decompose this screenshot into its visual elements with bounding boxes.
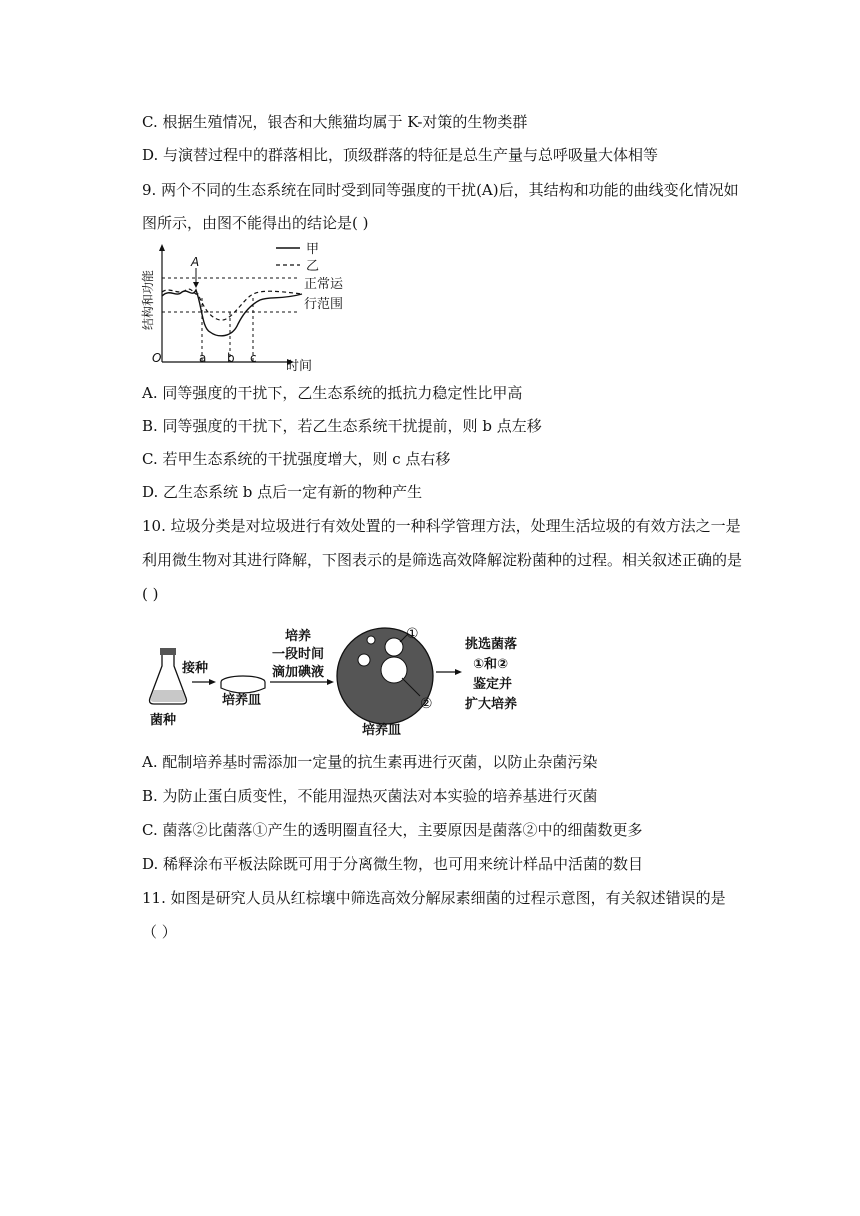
label-colony-1: ①	[406, 626, 419, 642]
colony-1	[385, 638, 403, 656]
flask-icon	[150, 648, 187, 704]
q8-option-d: D. 与演替过程中的群落相比，顶级群落的特征是总生产量与总呼吸量大体相等	[142, 146, 659, 164]
origin-label: O	[152, 351, 162, 365]
q9-option-a: A. 同等强度的干扰下，乙生态系统的抵抗力稳定性比甲高	[142, 384, 523, 402]
q9-stem-line-2: 图所示，由图不能得出的结论是( )	[142, 214, 369, 232]
small-dish-icon	[221, 676, 265, 693]
label-dish: 培养皿	[222, 693, 262, 708]
curve-jia	[162, 290, 302, 336]
q11-stem-line-2: （ ）	[142, 923, 177, 941]
q10-option-a: A. 配制培养基时需添加一定量的抗生素再进行灭菌，以防止杂菌污染	[142, 753, 598, 771]
tick-c: c	[250, 351, 257, 365]
q10-option-d: D. 稀释涂布平板法除既可用于分离微生物，也可用来统计样品中活菌的数目	[142, 855, 644, 873]
q10-stem-line-1: 10. 垃圾分类是对垃圾进行有效处置的一种科学管理方法，处理生活垃圾的有效方法之一是	[142, 517, 741, 535]
tick-b: b	[227, 351, 235, 365]
x-axis-label: 时间	[286, 359, 313, 374]
q9-figure	[140, 238, 370, 374]
q10-option-c: C. 菌落②比菌落①产生的透明圈直径大，主要原因是菌落②中的细菌数更多	[142, 821, 643, 839]
large-dish-icon	[337, 628, 433, 724]
label-select-2: ①和②	[473, 657, 509, 672]
y-axis-arrow	[159, 244, 165, 251]
label-dish-large: 培养皿	[362, 723, 402, 738]
q9-option-c: C. 若甲生态系统的干扰强度增大，则 c 点右移	[142, 450, 451, 468]
marker-a-label: A	[191, 255, 200, 269]
q8-option-c: C. 根据生殖情况，银杏和大熊猫均属于 K-对策的生物类群	[142, 113, 528, 131]
label-select-4: 扩大培养	[465, 697, 518, 712]
legend-jia: 甲	[306, 242, 320, 257]
q10-figure	[140, 620, 540, 742]
label-select-1: 挑选菌落	[465, 637, 518, 652]
label-culture-1: 培养	[285, 629, 312, 644]
curve-yi	[162, 289, 302, 320]
label-strain: 菌种	[150, 713, 177, 728]
q10-stem-line-2: 利用微生物对其进行降解，下图表示的是筛选高效降解淀粉菌种的过程。相关叙述正确的是	[142, 551, 743, 569]
range-label-1: 正常运	[304, 277, 344, 292]
colony-left	[358, 654, 370, 666]
q9-option-b: B. 同等强度的干扰下，若乙生态系统干扰提前，则 b 点左移	[142, 417, 542, 435]
q10-option-b: B. 为防止蛋白质变性，不能用湿热灭菌法对本实验的培养基进行灭菌	[142, 787, 598, 805]
label-culture-2: 一段时间	[272, 647, 325, 662]
label-select-3: 鉴定并	[473, 677, 513, 692]
range-label-2: 行范围	[304, 297, 344, 312]
q9-stem-line-1: 9. 两个不同的生态系统在同时受到同等强度的干扰(A)后，其结构和功能的曲线变化情况如	[142, 181, 739, 199]
legend-yi: 乙	[306, 259, 320, 274]
q11-stem-line-1: 11. 如图是研究人员从红棕壤中筛选高效分解尿素细菌的过程示意图，有关叙述错误的是	[142, 889, 726, 907]
colony-small	[367, 636, 375, 644]
q10-stem-line-3: ( )	[142, 585, 159, 603]
y-axis-label: 结构和功能	[141, 269, 155, 330]
q9-option-d: D. 乙生态系统 b 点后一定有新的物种产生	[142, 483, 423, 501]
label-colony-2: ②	[420, 696, 433, 712]
tick-a: a	[199, 351, 207, 365]
label-inoculate: 接种	[182, 661, 209, 676]
label-culture-3: 滴加碘液	[272, 665, 325, 680]
